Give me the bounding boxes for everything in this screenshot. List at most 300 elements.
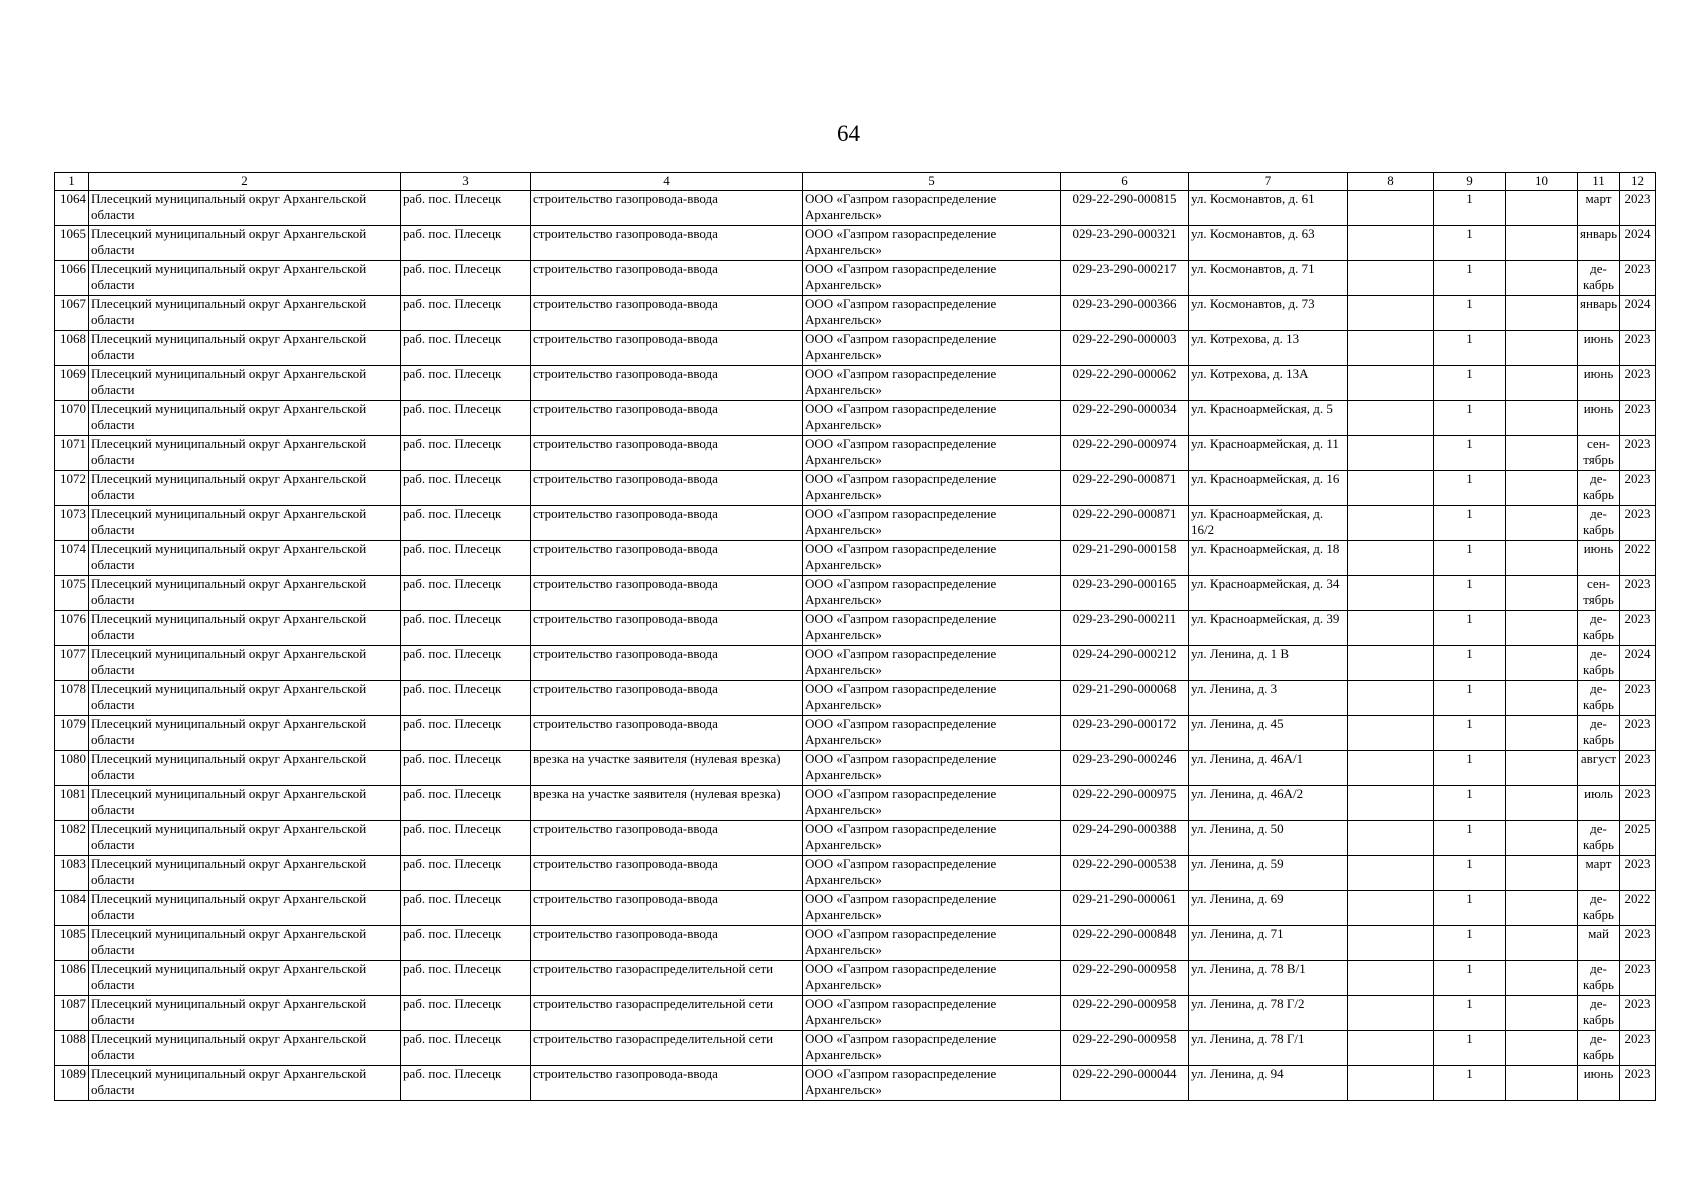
organization-cell: ООО «Газпром газораспределение Архангельск»	[803, 1031, 1061, 1066]
work-type-cell: врезка на участке заявителя (нулевая врезка)	[531, 751, 803, 786]
organization-cell: ООО «Газпром газораспределение Архангельск»	[803, 226, 1061, 261]
quantity-cell: 1	[1434, 296, 1506, 331]
organization-cell: ООО «Газпром газораспределение Архангельск»	[803, 996, 1061, 1031]
address-cell: ул. Ленина, д. 78 Г/2	[1189, 996, 1348, 1031]
address-cell: ул. Ленина, д. 94	[1189, 1066, 1348, 1101]
column-10-cell	[1506, 401, 1578, 436]
month-cell: де-кабрь	[1578, 996, 1620, 1031]
month-cell: январь	[1578, 226, 1620, 261]
row-number: 1064	[55, 191, 89, 226]
settlement-cell: раб. пос. Плесецк	[401, 331, 531, 366]
row-number: 1086	[55, 961, 89, 996]
column-8-cell	[1348, 611, 1434, 646]
year-cell: 2023	[1620, 856, 1656, 891]
municipality-cell: Плесецкий муниципальный округ Архангельской области	[89, 996, 401, 1031]
code-cell: 029-22-290-000034	[1061, 401, 1189, 436]
organization-cell: ООО «Газпром газораспределение Архангельск»	[803, 296, 1061, 331]
column-10-cell	[1506, 366, 1578, 401]
settlement-cell: раб. пос. Плесецк	[401, 296, 531, 331]
work-type-cell: строительство газопровода-ввода	[531, 821, 803, 856]
year-cell: 2024	[1620, 296, 1656, 331]
address-cell: ул. Красноармейская, д. 16	[1189, 471, 1348, 506]
organization-cell: ООО «Газпром газораспределение Архангельск»	[803, 646, 1061, 681]
column-10-cell	[1506, 296, 1578, 331]
month-cell: де-кабрь	[1578, 646, 1620, 681]
municipality-cell: Плесецкий муниципальный округ Архангельской области	[89, 926, 401, 961]
row-number: 1082	[55, 821, 89, 856]
work-type-cell: строительство газопровода-ввода	[531, 646, 803, 681]
column-10-cell	[1506, 541, 1578, 576]
month-cell: июнь	[1578, 541, 1620, 576]
code-cell: 029-24-290-000212	[1061, 646, 1189, 681]
row-number: 1070	[55, 401, 89, 436]
code-cell: 029-22-290-000958	[1061, 1031, 1189, 1066]
column-header-7: 7	[1189, 173, 1348, 191]
address-cell: ул. Космонавтов, д. 61	[1189, 191, 1348, 226]
municipality-cell: Плесецкий муниципальный округ Архангельской области	[89, 366, 401, 401]
municipality-cell: Плесецкий муниципальный округ Архангельской области	[89, 331, 401, 366]
address-cell: ул. Ленина, д. 71	[1189, 926, 1348, 961]
year-cell: 2022	[1620, 891, 1656, 926]
municipality-cell: Плесецкий муниципальный округ Архангельской области	[89, 1031, 401, 1066]
year-cell: 2023	[1620, 191, 1656, 226]
quantity-cell: 1	[1434, 366, 1506, 401]
address-cell: ул. Ленина, д. 78 В/1	[1189, 961, 1348, 996]
organization-cell: ООО «Газпром газораспределение Архангельск»	[803, 891, 1061, 926]
table-row	[55, 786, 1656, 821]
address-cell: ул. Котрехова, д. 13	[1189, 331, 1348, 366]
work-type-cell: строительство газораспределительной сети	[531, 961, 803, 996]
year-cell: 2023	[1620, 261, 1656, 296]
quantity-cell: 1	[1434, 436, 1506, 471]
work-type-cell: строительство газопровода-ввода	[531, 716, 803, 751]
table-row	[55, 1066, 1656, 1101]
work-type-cell: строительство газопровода-ввода	[531, 261, 803, 296]
column-8-cell	[1348, 891, 1434, 926]
row-number: 1081	[55, 786, 89, 821]
table-row	[55, 996, 1656, 1031]
year-cell: 2023	[1620, 786, 1656, 821]
month-cell: июнь	[1578, 401, 1620, 436]
quantity-cell: 1	[1434, 471, 1506, 506]
column-10-cell	[1506, 786, 1578, 821]
organization-cell: ООО «Газпром газораспределение Архангельск»	[803, 961, 1061, 996]
address-cell: ул. Котрехова, д. 13А	[1189, 366, 1348, 401]
row-number: 1075	[55, 576, 89, 611]
settlement-cell: раб. пос. Плесецк	[401, 751, 531, 786]
column-8-cell	[1348, 1031, 1434, 1066]
work-type-cell: строительство газопровода-ввода	[531, 471, 803, 506]
column-10-cell	[1506, 751, 1578, 786]
quantity-cell: 1	[1434, 226, 1506, 261]
settlement-cell: раб. пос. Плесецк	[401, 716, 531, 751]
year-cell: 2023	[1620, 471, 1656, 506]
table-row	[55, 366, 1656, 401]
table-row	[55, 261, 1656, 296]
municipality-cell: Плесецкий муниципальный округ Архангельской области	[89, 891, 401, 926]
year-cell: 2023	[1620, 611, 1656, 646]
month-cell: де-кабрь	[1578, 961, 1620, 996]
column-8-cell	[1348, 646, 1434, 681]
table-header	[55, 173, 1656, 191]
quantity-cell: 1	[1434, 541, 1506, 576]
column-8-cell	[1348, 961, 1434, 996]
table-row	[55, 856, 1656, 891]
address-cell: ул. Ленина, д. 50	[1189, 821, 1348, 856]
table-row	[55, 821, 1656, 856]
organization-cell: ООО «Газпром газораспределение Архангельск»	[803, 471, 1061, 506]
column-8-cell	[1348, 1066, 1434, 1101]
municipality-cell: Плесецкий муниципальный округ Архангельской области	[89, 401, 401, 436]
quantity-cell: 1	[1434, 751, 1506, 786]
column-10-cell	[1506, 1031, 1578, 1066]
organization-cell: ООО «Газпром газораспределение Архангельск»	[803, 681, 1061, 716]
address-cell: ул. Космонавтов, д. 63	[1189, 226, 1348, 261]
code-cell: 029-23-290-000366	[1061, 296, 1189, 331]
year-cell: 2023	[1620, 926, 1656, 961]
column-header-4: 4	[531, 173, 803, 191]
row-number: 1087	[55, 996, 89, 1031]
column-header-5: 5	[803, 173, 1061, 191]
column-8-cell	[1348, 226, 1434, 261]
municipality-cell: Плесецкий муниципальный округ Архангельской области	[89, 786, 401, 821]
organization-cell: ООО «Газпром газораспределение Архангельск»	[803, 576, 1061, 611]
quantity-cell: 1	[1434, 401, 1506, 436]
table-row	[55, 296, 1656, 331]
municipality-cell: Плесецкий муниципальный округ Архангельской области	[89, 961, 401, 996]
code-cell: 029-23-290-000172	[1061, 716, 1189, 751]
table-row	[55, 401, 1656, 436]
code-cell: 029-22-290-000848	[1061, 926, 1189, 961]
column-10-cell	[1506, 261, 1578, 296]
column-10-cell	[1506, 506, 1578, 541]
code-cell: 029-23-290-000165	[1061, 576, 1189, 611]
settlement-cell: раб. пос. Плесецк	[401, 366, 531, 401]
organization-cell: ООО «Газпром газораспределение Архангельск»	[803, 331, 1061, 366]
month-cell: июнь	[1578, 1066, 1620, 1101]
quantity-cell: 1	[1434, 786, 1506, 821]
work-type-cell: строительство газопровода-ввода	[531, 576, 803, 611]
organization-cell: ООО «Газпром газораспределение Архангельск»	[803, 191, 1061, 226]
registry-table	[54, 172, 1656, 1101]
table-row	[55, 751, 1656, 786]
organization-cell: ООО «Газпром газораспределение Архангельск»	[803, 366, 1061, 401]
settlement-cell: раб. пос. Плесецк	[401, 1031, 531, 1066]
organization-cell: ООО «Газпром газораспределение Архангельск»	[803, 716, 1061, 751]
work-type-cell: строительство газопровода-ввода	[531, 1066, 803, 1101]
column-header-1: 1	[55, 173, 89, 191]
code-cell: 029-22-290-000003	[1061, 331, 1189, 366]
table-row	[55, 331, 1656, 366]
page-number: 64	[837, 121, 860, 146]
organization-cell: ООО «Газпром газораспределение Архангельск»	[803, 1066, 1061, 1101]
address-cell: ул. Ленина, д. 45	[1189, 716, 1348, 751]
year-cell: 2023	[1620, 961, 1656, 996]
column-8-cell	[1348, 506, 1434, 541]
column-10-cell	[1506, 331, 1578, 366]
code-cell: 029-23-290-000211	[1061, 611, 1189, 646]
address-cell: ул. Красноармейская, д. 34	[1189, 576, 1348, 611]
column-header-10: 10	[1506, 173, 1578, 191]
column-10-cell	[1506, 191, 1578, 226]
address-cell: ул. Красноармейская, д. 5	[1189, 401, 1348, 436]
address-cell: ул. Космонавтов, д. 73	[1189, 296, 1348, 331]
settlement-cell: раб. пос. Плесецк	[401, 541, 531, 576]
quantity-cell: 1	[1434, 646, 1506, 681]
work-type-cell: строительство газопровода-ввода	[531, 226, 803, 261]
column-10-cell	[1506, 961, 1578, 996]
address-cell: ул. Красноармейская, д. 39	[1189, 611, 1348, 646]
code-cell: 029-22-290-000958	[1061, 961, 1189, 996]
column-8-cell	[1348, 366, 1434, 401]
column-header-12: 12	[1620, 173, 1656, 191]
address-cell: ул. Ленина, д. 46А/2	[1189, 786, 1348, 821]
settlement-cell: раб. пос. Плесецк	[401, 961, 531, 996]
municipality-cell: Плесецкий муниципальный округ Архангельской области	[89, 576, 401, 611]
header-row	[55, 173, 1656, 191]
column-10-cell	[1506, 821, 1578, 856]
month-cell: де-кабрь	[1578, 1031, 1620, 1066]
quantity-cell: 1	[1434, 856, 1506, 891]
column-10-cell	[1506, 576, 1578, 611]
municipality-cell: Плесецкий муниципальный округ Архангельской области	[89, 226, 401, 261]
code-cell: 029-22-290-000871	[1061, 471, 1189, 506]
month-cell: июнь	[1578, 331, 1620, 366]
year-cell: 2023	[1620, 506, 1656, 541]
year-cell: 2023	[1620, 751, 1656, 786]
column-8-cell	[1348, 261, 1434, 296]
address-cell: ул. Ленина, д. 78 Г/1	[1189, 1031, 1348, 1066]
work-type-cell: строительство газопровода-ввода	[531, 366, 803, 401]
code-cell: 029-22-290-000538	[1061, 856, 1189, 891]
table-body	[55, 191, 1656, 1101]
settlement-cell: раб. пос. Плесецк	[401, 261, 531, 296]
quantity-cell: 1	[1434, 261, 1506, 296]
year-cell: 2023	[1620, 716, 1656, 751]
month-cell: январь	[1578, 296, 1620, 331]
work-type-cell: строительство газопровода-ввода	[531, 331, 803, 366]
work-type-cell: строительство газопровода-ввода	[531, 611, 803, 646]
code-cell: 029-23-290-000246	[1061, 751, 1189, 786]
work-type-cell: врезка на участке заявителя (нулевая врезка)	[531, 786, 803, 821]
settlement-cell: раб. пос. Плесецк	[401, 996, 531, 1031]
address-cell: ул. Ленина, д. 46А/1	[1189, 751, 1348, 786]
column-8-cell	[1348, 821, 1434, 856]
row-number: 1077	[55, 646, 89, 681]
settlement-cell: раб. пос. Плесецк	[401, 646, 531, 681]
work-type-cell: строительство газопровода-ввода	[531, 296, 803, 331]
row-number: 1078	[55, 681, 89, 716]
column-10-cell	[1506, 226, 1578, 261]
column-10-cell	[1506, 996, 1578, 1031]
settlement-cell: раб. пос. Плесецк	[401, 506, 531, 541]
municipality-cell: Плесецкий муниципальный округ Архангельской области	[89, 751, 401, 786]
quantity-cell: 1	[1434, 681, 1506, 716]
column-10-cell	[1506, 856, 1578, 891]
address-cell: ул. Красноармейская, д. 18	[1189, 541, 1348, 576]
municipality-cell: Плесецкий муниципальный округ Архангельской области	[89, 191, 401, 226]
row-number: 1079	[55, 716, 89, 751]
column-8-cell	[1348, 856, 1434, 891]
table-row	[55, 471, 1656, 506]
work-type-cell: строительство газопровода-ввода	[531, 891, 803, 926]
column-header-8: 8	[1348, 173, 1434, 191]
column-10-cell	[1506, 646, 1578, 681]
table-row	[55, 541, 1656, 576]
month-cell: март	[1578, 856, 1620, 891]
municipality-cell: Плесецкий муниципальный округ Архангельской области	[89, 646, 401, 681]
year-cell: 2023	[1620, 681, 1656, 716]
code-cell: 029-22-290-000815	[1061, 191, 1189, 226]
row-number: 1068	[55, 331, 89, 366]
column-8-cell	[1348, 331, 1434, 366]
table-row	[55, 436, 1656, 471]
column-8-cell	[1348, 996, 1434, 1031]
municipality-cell: Плесецкий муниципальный округ Архангельской области	[89, 1066, 401, 1101]
municipality-cell: Плесецкий муниципальный округ Архангельской области	[89, 296, 401, 331]
column-header-6: 6	[1061, 173, 1189, 191]
settlement-cell: раб. пос. Плесецк	[401, 611, 531, 646]
column-8-cell	[1348, 436, 1434, 471]
code-cell: 029-23-290-000217	[1061, 261, 1189, 296]
organization-cell: ООО «Газпром газораспределение Архангельск»	[803, 506, 1061, 541]
code-cell: 029-24-290-000388	[1061, 821, 1189, 856]
year-cell: 2023	[1620, 576, 1656, 611]
settlement-cell: раб. пос. Плесецк	[401, 226, 531, 261]
table-row	[55, 576, 1656, 611]
row-number: 1074	[55, 541, 89, 576]
municipality-cell: Плесецкий муниципальный округ Архангельской области	[89, 261, 401, 296]
column-10-cell	[1506, 611, 1578, 646]
code-cell: 029-21-290-000061	[1061, 891, 1189, 926]
quantity-cell: 1	[1434, 1031, 1506, 1066]
table-row	[55, 716, 1656, 751]
row-number: 1066	[55, 261, 89, 296]
work-type-cell: строительство газопровода-ввода	[531, 506, 803, 541]
municipality-cell: Плесецкий муниципальный округ Архангельской области	[89, 436, 401, 471]
work-type-cell: строительство газопровода-ввода	[531, 926, 803, 961]
code-cell: 029-22-290-000958	[1061, 996, 1189, 1031]
month-cell: де-кабрь	[1578, 681, 1620, 716]
month-cell: де-кабрь	[1578, 821, 1620, 856]
column-8-cell	[1348, 296, 1434, 331]
work-type-cell: строительство газопровода-ввода	[531, 856, 803, 891]
column-8-cell	[1348, 716, 1434, 751]
code-cell: 029-22-290-000975	[1061, 786, 1189, 821]
year-cell: 2023	[1620, 401, 1656, 436]
month-cell: март	[1578, 191, 1620, 226]
organization-cell: ООО «Газпром газораспределение Архангельск»	[803, 436, 1061, 471]
column-10-cell	[1506, 681, 1578, 716]
organization-cell: ООО «Газпром газораспределение Архангельск»	[803, 541, 1061, 576]
month-cell: де-кабрь	[1578, 471, 1620, 506]
organization-cell: ООО «Газпром газораспределение Архангельск»	[803, 261, 1061, 296]
quantity-cell: 1	[1434, 891, 1506, 926]
table-row	[55, 961, 1656, 996]
organization-cell: ООО «Газпром газораспределение Архангельск»	[803, 856, 1061, 891]
year-cell: 2025	[1620, 821, 1656, 856]
month-cell: июль	[1578, 786, 1620, 821]
month-cell: сен-тябрь	[1578, 436, 1620, 471]
column-8-cell	[1348, 471, 1434, 506]
settlement-cell: раб. пос. Плесецк	[401, 926, 531, 961]
settlement-cell: раб. пос. Плесецк	[401, 681, 531, 716]
year-cell: 2023	[1620, 331, 1656, 366]
municipality-cell: Плесецкий муниципальный округ Архангельской области	[89, 681, 401, 716]
quantity-cell: 1	[1434, 576, 1506, 611]
month-cell: сен-тябрь	[1578, 576, 1620, 611]
table-row	[55, 681, 1656, 716]
column-8-cell	[1348, 926, 1434, 961]
settlement-cell: раб. пос. Плесецк	[401, 576, 531, 611]
column-8-cell	[1348, 541, 1434, 576]
column-header-9: 9	[1434, 173, 1506, 191]
row-number: 1084	[55, 891, 89, 926]
row-number: 1069	[55, 366, 89, 401]
settlement-cell: раб. пос. Плесецк	[401, 401, 531, 436]
row-number: 1067	[55, 296, 89, 331]
table-row	[55, 926, 1656, 961]
address-cell: ул. Красноармейская, д. 11	[1189, 436, 1348, 471]
municipality-cell: Плесецкий муниципальный округ Архангельской области	[89, 611, 401, 646]
column-10-cell	[1506, 436, 1578, 471]
work-type-cell: строительство газораспределительной сети	[531, 1031, 803, 1066]
year-cell: 2023	[1620, 996, 1656, 1031]
municipality-cell: Плесецкий муниципальный округ Архангельской области	[89, 471, 401, 506]
settlement-cell: раб. пос. Плесецк	[401, 191, 531, 226]
month-cell: июнь	[1578, 366, 1620, 401]
address-cell: ул. Красноармейская, д. 16/2	[1189, 506, 1348, 541]
address-cell: ул. Ленина, д. 1 В	[1189, 646, 1348, 681]
quantity-cell: 1	[1434, 191, 1506, 226]
work-type-cell: строительство газопровода-ввода	[531, 401, 803, 436]
code-cell: 029-21-290-000158	[1061, 541, 1189, 576]
code-cell: 029-23-290-000321	[1061, 226, 1189, 261]
column-8-cell	[1348, 401, 1434, 436]
settlement-cell: раб. пос. Плесецк	[401, 1066, 531, 1101]
code-cell: 029-22-290-000974	[1061, 436, 1189, 471]
quantity-cell: 1	[1434, 331, 1506, 366]
row-number: 1089	[55, 1066, 89, 1101]
municipality-cell: Плесецкий муниципальный округ Архангельской области	[89, 821, 401, 856]
municipality-cell: Плесецкий муниципальный округ Архангельской области	[89, 541, 401, 576]
column-10-cell	[1506, 891, 1578, 926]
table-row	[55, 646, 1656, 681]
settlement-cell: раб. пос. Плесецк	[401, 436, 531, 471]
work-type-cell: строительство газопровода-ввода	[531, 436, 803, 471]
quantity-cell: 1	[1434, 961, 1506, 996]
address-cell: ул. Ленина, д. 69	[1189, 891, 1348, 926]
column-10-cell	[1506, 1066, 1578, 1101]
column-header-2: 2	[89, 173, 401, 191]
month-cell: май	[1578, 926, 1620, 961]
row-number: 1065	[55, 226, 89, 261]
organization-cell: ООО «Газпром газораспределение Архангельск»	[803, 821, 1061, 856]
month-cell: де-кабрь	[1578, 261, 1620, 296]
quantity-cell: 1	[1434, 1066, 1506, 1101]
year-cell: 2023	[1620, 1031, 1656, 1066]
quantity-cell: 1	[1434, 996, 1506, 1031]
work-type-cell: строительство газопровода-ввода	[531, 681, 803, 716]
work-type-cell: строительство газораспределительной сети	[531, 996, 803, 1031]
address-cell: ул. Ленина, д. 59	[1189, 856, 1348, 891]
code-cell: 029-22-290-000871	[1061, 506, 1189, 541]
code-cell: 029-21-290-000068	[1061, 681, 1189, 716]
column-10-cell	[1506, 716, 1578, 751]
address-cell: ул. Ленина, д. 3	[1189, 681, 1348, 716]
month-cell: де-кабрь	[1578, 891, 1620, 926]
column-header-11: 11	[1578, 173, 1620, 191]
